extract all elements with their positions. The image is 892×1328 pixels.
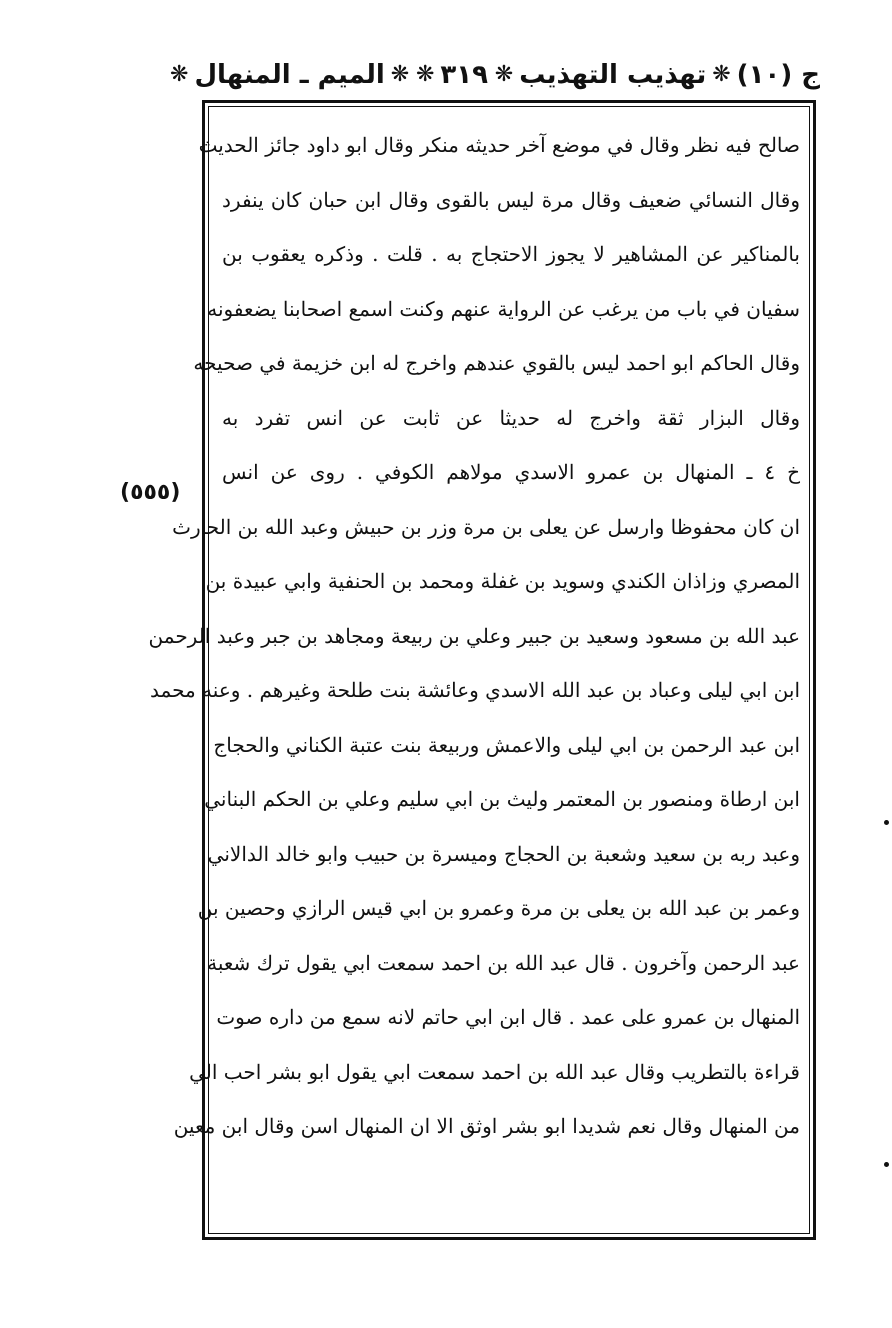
text-line: سفيان في باب من يرغب عن الرواية عنهم وكنت اسمع اصحابنا يضعفونه (207, 296, 800, 321)
text-line: بالمناكير عن المشاهير لا يجوز الاحتجاج به . قلت . وذكره يعقوب بن (222, 242, 800, 266)
volume-label: ج (١٠) (736, 60, 820, 90)
text-line: ابن ارطاة ومنصور بن المعتمر وليث بن ابي سليم وعلي بن الحكم البناني (204, 787, 800, 811)
flower-ornament-icon: ❋ (415, 62, 435, 87)
page-number: ٣١٩ (440, 60, 488, 90)
text-line: ابن ابي ليلى وعباد بن عبد الله الاسدي وعائشة بنت طلحة وغيرهم . وعنه محمد (150, 678, 800, 702)
flower-ornament-icon: ❋ (170, 62, 189, 87)
entry-number: (٥٥٥) (120, 480, 181, 505)
text-line: صالح فيه نظر وقال في موضع آخر حديثه منكر وقال ابو داود جائز الحديث (198, 133, 800, 157)
text-line: عبد الرحمن وآخرون . قال عبد الله بن احمد سمعت ابي يقول ترك شعبة (207, 950, 800, 975)
text-line: وقال النسائي ضعيف وقال مرة ليس بالقوى وقال ابن حبان كان ينفرد (222, 187, 800, 212)
text-line-entry-start: خ ٤ ـ المنهال بن عمرو الاسدي مولاهم الكوفي . روى عن انس (222, 460, 800, 484)
text-line: ان كان محفوظا وارسل عن يعلى بن مرة وزر بن حبيش وعبد الله بن الحارث (172, 514, 800, 539)
scan-speck (884, 820, 889, 825)
text-line: وعبد ربه بن سعيد وشعبة بن الحجاج وميسرة بن حبيب وابو خالد الدالاني (207, 841, 800, 866)
flower-ornament-icon: ❋ (390, 62, 410, 87)
text-line: ابن عبد الرحمن بن ابي ليلى والاعمش وربيعة بنت عتبة الكناني والحجاج (213, 732, 800, 757)
header-section-group (170, 60, 409, 90)
text-line: من المنهال وقال نعم شديدا ابو بشر اوثق الا ان المنهال اسن وقال ابن معين (173, 1114, 800, 1138)
header-page-group (416, 60, 488, 90)
text-line: وعمر بن عبد الله بن يعلى بن مرة وعمرو بن ابي قيس الرازي وحصين بن (197, 896, 800, 920)
book-title: تهذيب التهذيب (519, 60, 707, 90)
scan-speck (884, 1162, 889, 1167)
flower-ornament-icon: ❋ (712, 62, 731, 87)
text-line: وقال البزار ثقة واخرج له حديثا عن ثابت عن انس تفرد به (222, 405, 800, 430)
header-volume-group (495, 60, 820, 90)
running-header (170, 50, 820, 100)
flower-ornament-icon: ❋ (494, 62, 514, 87)
text-line: وقال الحاكم ابو احمد ليس بالقوي عندهم واخرج له ابن خزيمة في صحيحه (193, 351, 800, 375)
section-title: الميم ـ المنهال (194, 60, 385, 90)
text-line: عبد الله بن مسعود وسعيد بن جبير وعلي بن ربيعة ومجاهد بن جبر وعبد الرحمن (148, 623, 800, 648)
text-line: قراءة بالتطريب وقال عبد الله بن احمد سمعت ابي يقول ابو بشر احب الي (189, 1059, 800, 1084)
text-line: المصري وزاذان الكندي وسويد بن غفلة ومحمد بن الحنفية وابي عبيدة بن (205, 569, 800, 593)
text-line: المنهال بن عمرو على عمد . قال ابن ابي حاتم لانه سمع من داره صوت (216, 1005, 800, 1029)
